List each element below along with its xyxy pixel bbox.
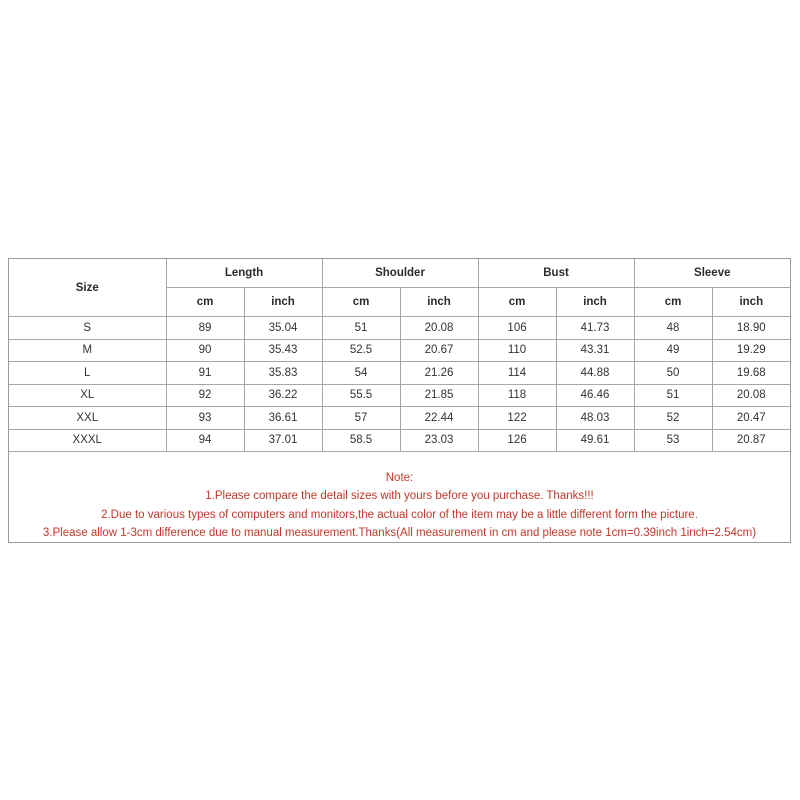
value-cell: 36.22 bbox=[244, 384, 322, 407]
value-cell: 22.44 bbox=[400, 407, 478, 430]
value-cell: 20.67 bbox=[400, 339, 478, 362]
value-cell: 48.03 bbox=[556, 407, 634, 430]
note-line-2: 2.Due to various types of computers and monitors,the actual color of the item may be a little different form the picture. bbox=[101, 508, 698, 521]
table-row bbox=[9, 317, 790, 340]
length-inch-header: inch bbox=[244, 288, 322, 317]
size-cell: S bbox=[9, 317, 166, 340]
value-cell: 93 bbox=[166, 407, 244, 430]
value-cell: 118 bbox=[478, 384, 556, 407]
notes-title: Note: bbox=[385, 472, 414, 484]
value-cell: 57 bbox=[322, 407, 400, 430]
notes-section bbox=[9, 469, 790, 542]
size-cell: XXL bbox=[9, 407, 166, 430]
value-cell: 18.90 bbox=[712, 317, 790, 340]
value-cell: 43.31 bbox=[556, 339, 634, 362]
value-cell: 126 bbox=[478, 429, 556, 452]
shoulder-cm-header: cm bbox=[322, 288, 400, 317]
note-line-1: 1.Please compare the detail sizes with yours before you purchase. Thanks!!! bbox=[205, 490, 594, 503]
sleeve-cm-header: cm bbox=[634, 288, 712, 317]
size-cell: XXXL bbox=[9, 429, 166, 452]
header-row-groups bbox=[9, 259, 790, 288]
value-cell: 106 bbox=[478, 317, 556, 340]
size-table bbox=[9, 259, 790, 452]
value-cell: 52.5 bbox=[322, 339, 400, 362]
value-cell: 114 bbox=[478, 362, 556, 385]
value-cell: 91 bbox=[166, 362, 244, 385]
size-cell: M bbox=[9, 339, 166, 362]
size-chart bbox=[8, 258, 791, 543]
value-cell: 49 bbox=[634, 339, 712, 362]
value-cell: 52 bbox=[634, 407, 712, 430]
value-cell: 37.01 bbox=[244, 429, 322, 452]
bust-cm-header: cm bbox=[478, 288, 556, 317]
table-row bbox=[9, 407, 790, 430]
value-cell: 23.03 bbox=[400, 429, 478, 452]
value-cell: 41.73 bbox=[556, 317, 634, 340]
sleeve-inch-header: inch bbox=[712, 288, 790, 317]
value-cell: 58.5 bbox=[322, 429, 400, 452]
value-cell: 19.29 bbox=[712, 339, 790, 362]
value-cell: 51 bbox=[634, 384, 712, 407]
value-cell: 53 bbox=[634, 429, 712, 452]
bust-header: Bust bbox=[478, 259, 634, 288]
value-cell: 48 bbox=[634, 317, 712, 340]
value-cell: 92 bbox=[166, 384, 244, 407]
length-cm-header: cm bbox=[166, 288, 244, 317]
value-cell: 44.88 bbox=[556, 362, 634, 385]
value-cell: 90 bbox=[166, 339, 244, 362]
shoulder-header: Shoulder bbox=[322, 259, 478, 288]
value-cell: 49.61 bbox=[556, 429, 634, 452]
value-cell: 21.26 bbox=[400, 362, 478, 385]
value-cell: 35.43 bbox=[244, 339, 322, 362]
note-line-3: 3.Please allow 1-3cm difference due to manual measurement.Thanks(All measurement in cm and please note 1cm=0.39inch 1inch=2.54cm) bbox=[42, 526, 757, 539]
value-cell: 20.08 bbox=[712, 384, 790, 407]
value-cell: 20.47 bbox=[712, 407, 790, 430]
size-cell: L bbox=[9, 362, 166, 385]
value-cell: 21.85 bbox=[400, 384, 478, 407]
value-cell: 20.08 bbox=[400, 317, 478, 340]
value-cell: 51 bbox=[322, 317, 400, 340]
bust-inch-header: inch bbox=[556, 288, 634, 317]
value-cell: 46.46 bbox=[556, 384, 634, 407]
length-header: Length bbox=[166, 259, 322, 288]
value-cell: 122 bbox=[478, 407, 556, 430]
value-cell: 19.68 bbox=[712, 362, 790, 385]
table-row bbox=[9, 362, 790, 385]
value-cell: 54 bbox=[322, 362, 400, 385]
value-cell: 35.83 bbox=[244, 362, 322, 385]
table-row bbox=[9, 384, 790, 407]
shoulder-inch-header: inch bbox=[400, 288, 478, 317]
table-row bbox=[9, 429, 790, 452]
value-cell: 89 bbox=[166, 317, 244, 340]
value-cell: 35.04 bbox=[244, 317, 322, 340]
value-cell: 20.87 bbox=[712, 429, 790, 452]
value-cell: 94 bbox=[166, 429, 244, 452]
size-cell: XL bbox=[9, 384, 166, 407]
value-cell: 50 bbox=[634, 362, 712, 385]
table-row bbox=[9, 339, 790, 362]
value-cell: 36.61 bbox=[244, 407, 322, 430]
value-cell: 110 bbox=[478, 339, 556, 362]
value-cell: 55.5 bbox=[322, 384, 400, 407]
size-column-header: Size bbox=[9, 259, 166, 317]
sleeve-header: Sleeve bbox=[634, 259, 790, 288]
